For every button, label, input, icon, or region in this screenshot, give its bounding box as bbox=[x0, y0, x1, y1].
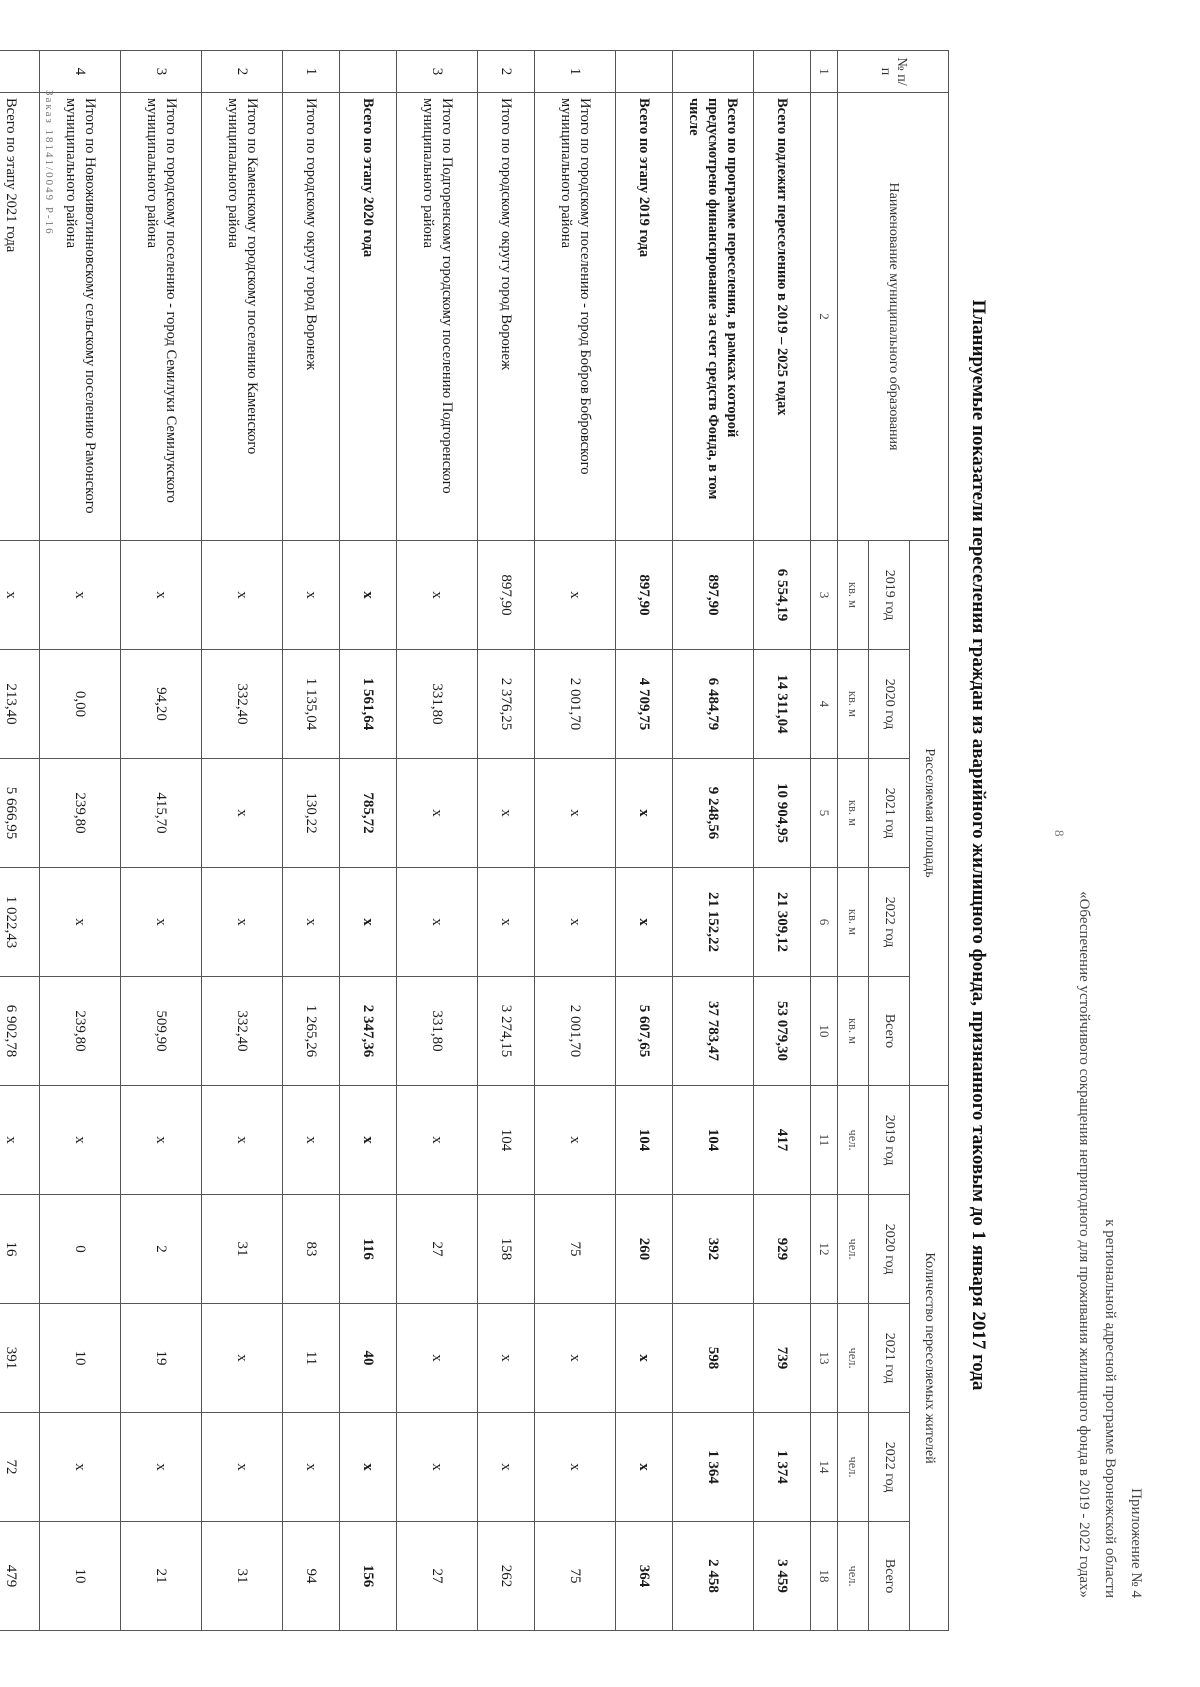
people-cell: 27 bbox=[397, 1195, 478, 1304]
area-cell: 21 309,12 bbox=[754, 868, 811, 977]
col-index: 5 bbox=[811, 759, 838, 868]
area-cell: x bbox=[478, 868, 535, 977]
appendix-line-1: Приложение № 4 bbox=[1128, 1488, 1144, 1598]
area-cell: 94,20 bbox=[121, 650, 202, 759]
unit-area: кв. м bbox=[838, 541, 869, 650]
area-cell: 10 904,95 bbox=[754, 759, 811, 868]
area-cell: 2 347,36 bbox=[340, 977, 397, 1086]
area-cell: 6 902,78 bbox=[0, 977, 40, 1086]
area-cell: 130,22 bbox=[283, 759, 340, 868]
area-cell: 9 248,56 bbox=[673, 759, 754, 868]
area-cell: x bbox=[397, 541, 478, 650]
area-cell: 332,40 bbox=[202, 650, 283, 759]
area-cell: x bbox=[40, 868, 121, 977]
area-cell: x bbox=[397, 759, 478, 868]
area-cell: 213,40 bbox=[0, 650, 40, 759]
people-cell: 598 bbox=[673, 1304, 754, 1413]
area-cell: x bbox=[121, 541, 202, 650]
unit-people: чел. bbox=[838, 1195, 869, 1304]
table-row bbox=[121, 51, 202, 1631]
area-cell: 4 709,75 bbox=[616, 650, 673, 759]
people-cell: 2 458 bbox=[673, 1522, 754, 1631]
area-cell: 897,90 bbox=[478, 541, 535, 650]
area-cell: x bbox=[202, 868, 283, 977]
people-cell: 0 bbox=[40, 1195, 121, 1304]
area-cell: 21 152,22 bbox=[673, 868, 754, 977]
col-index: 12 bbox=[811, 1195, 838, 1304]
row-name: Итого по городскому округу город Воронеж bbox=[478, 93, 535, 541]
people-cell: x bbox=[40, 1086, 121, 1195]
col-index: 11 bbox=[811, 1086, 838, 1195]
row-number: 3 bbox=[397, 51, 478, 93]
people-cell: 75 bbox=[535, 1522, 616, 1631]
unit-people: чел. bbox=[838, 1413, 869, 1522]
area-cell: 2 001,70 bbox=[535, 650, 616, 759]
header-name: Наименование муниципального образования bbox=[838, 93, 949, 541]
appendix-line-3: «Обеспечение устойчивого сокращения непригодного для проживания жилищного фонда в 2019 - 2022 годах» bbox=[1076, 891, 1092, 1598]
header-people-2020: 2020 год bbox=[869, 1195, 910, 1304]
area-cell: 332,40 bbox=[202, 977, 283, 1086]
col-index: 4 bbox=[811, 650, 838, 759]
people-cell: 40 bbox=[340, 1304, 397, 1413]
area-cell: 14 311,04 bbox=[754, 650, 811, 759]
resettlement-table bbox=[0, 50, 949, 1631]
header-people-total: Всего bbox=[869, 1522, 910, 1631]
row-name: Итого по городскому округу город Воронеж bbox=[283, 93, 340, 541]
people-cell: 83 bbox=[283, 1195, 340, 1304]
people-cell: x bbox=[478, 1304, 535, 1413]
people-cell: x bbox=[616, 1304, 673, 1413]
rotated-page bbox=[3, 50, 1167, 1640]
area-cell: 2 376,25 bbox=[478, 650, 535, 759]
row-number bbox=[754, 51, 811, 93]
row-name: Итого по Новоживотинновскому сельскому поселению Рамонского муниципального района bbox=[40, 93, 121, 541]
people-cell: 2 bbox=[121, 1195, 202, 1304]
people-cell: x bbox=[397, 1413, 478, 1522]
people-cell: x bbox=[202, 1413, 283, 1522]
people-cell: x bbox=[616, 1413, 673, 1522]
people-cell: 104 bbox=[478, 1086, 535, 1195]
area-cell: 37 783,47 bbox=[673, 977, 754, 1086]
area-cell: 2 001,70 bbox=[535, 977, 616, 1086]
area-cell: x bbox=[397, 868, 478, 977]
area-cell: x bbox=[340, 541, 397, 650]
stray-mark: 8 bbox=[1052, 830, 1067, 837]
document-title: Планируемые показатели переселения граждан из аварийного жилищного фонда, признанного таковым до 1 января 2017 года bbox=[968, 299, 989, 1391]
area-cell: x bbox=[283, 868, 340, 977]
people-cell: 262 bbox=[478, 1522, 535, 1631]
area-cell: x bbox=[340, 868, 397, 977]
area-cell: 5 607,65 bbox=[616, 977, 673, 1086]
people-cell: 158 bbox=[478, 1195, 535, 1304]
unit-people: чел. bbox=[838, 1304, 869, 1413]
people-cell: x bbox=[40, 1413, 121, 1522]
people-cell: 31 bbox=[202, 1522, 283, 1631]
people-cell: x bbox=[478, 1413, 535, 1522]
col-index: 6 bbox=[811, 868, 838, 977]
unit-area: кв. м bbox=[838, 759, 869, 868]
table-row bbox=[535, 51, 616, 1631]
people-cell: 479 bbox=[0, 1522, 40, 1631]
row-number: 1 bbox=[535, 51, 616, 93]
people-cell: x bbox=[202, 1304, 283, 1413]
people-cell: x bbox=[121, 1413, 202, 1522]
area-cell: 331,80 bbox=[397, 650, 478, 759]
area-cell: x bbox=[478, 759, 535, 868]
row-number: 1 bbox=[283, 51, 340, 93]
header-area-2020: 2020 год bbox=[869, 650, 910, 759]
table-row bbox=[202, 51, 283, 1631]
area-cell: x bbox=[0, 541, 40, 650]
people-cell: 75 bbox=[535, 1195, 616, 1304]
area-cell: 239,80 bbox=[40, 977, 121, 1086]
people-cell: x bbox=[535, 1413, 616, 1522]
table-row bbox=[673, 51, 754, 1631]
area-cell: x bbox=[616, 759, 673, 868]
area-cell: 1 135,04 bbox=[283, 650, 340, 759]
people-cell: x bbox=[397, 1304, 478, 1413]
people-cell: x bbox=[535, 1086, 616, 1195]
people-cell: 94 bbox=[283, 1522, 340, 1631]
table-row bbox=[754, 51, 811, 1631]
people-cell: x bbox=[397, 1086, 478, 1195]
people-cell: x bbox=[340, 1413, 397, 1522]
people-cell: x bbox=[535, 1304, 616, 1413]
people-cell: 10 bbox=[40, 1304, 121, 1413]
area-cell: x bbox=[283, 541, 340, 650]
area-cell: x bbox=[121, 868, 202, 977]
table-body bbox=[0, 51, 811, 1631]
table-row bbox=[397, 51, 478, 1631]
col-index: 10 bbox=[811, 977, 838, 1086]
unit-area: кв. м bbox=[838, 868, 869, 977]
people-cell: 1 374 bbox=[754, 1413, 811, 1522]
people-cell: x bbox=[0, 1086, 40, 1195]
people-cell: 417 bbox=[754, 1086, 811, 1195]
people-cell: 31 bbox=[202, 1195, 283, 1304]
table-row bbox=[478, 51, 535, 1631]
row-number bbox=[673, 51, 754, 93]
row-number: 2 bbox=[202, 51, 283, 93]
area-cell: x bbox=[202, 541, 283, 650]
area-cell: 1 265,26 bbox=[283, 977, 340, 1086]
people-cell: 21 bbox=[121, 1522, 202, 1631]
area-cell: 509,90 bbox=[121, 977, 202, 1086]
people-cell: 16 bbox=[0, 1195, 40, 1304]
row-number bbox=[340, 51, 397, 93]
row-name: Всего по этапу 2021 года bbox=[0, 93, 40, 541]
row-number bbox=[616, 51, 673, 93]
people-cell: 391 bbox=[0, 1304, 40, 1413]
col-index: 3 bbox=[811, 541, 838, 650]
header-area-total: Всего bbox=[869, 977, 910, 1086]
people-cell: 116 bbox=[340, 1195, 397, 1304]
unit-area: кв. м bbox=[838, 650, 869, 759]
people-cell: x bbox=[121, 1086, 202, 1195]
row-name: Всего по этапу 2020 года bbox=[340, 93, 397, 541]
people-cell: x bbox=[202, 1086, 283, 1195]
appendix-header bbox=[1071, 891, 1149, 1598]
table-row bbox=[283, 51, 340, 1631]
header-area-2022: 2022 год bbox=[869, 868, 910, 977]
people-cell: 72 bbox=[0, 1413, 40, 1522]
area-cell: 5 666,95 bbox=[0, 759, 40, 868]
table-row bbox=[616, 51, 673, 1631]
people-cell: 11 bbox=[283, 1304, 340, 1413]
people-cell: 3 459 bbox=[754, 1522, 811, 1631]
area-cell: x bbox=[535, 541, 616, 650]
people-cell: 364 bbox=[616, 1522, 673, 1631]
people-cell: 10 bbox=[40, 1522, 121, 1631]
row-name: Итого по Каменскому городскому поселению Каменского муниципального района bbox=[202, 93, 283, 541]
col-index: 14 bbox=[811, 1413, 838, 1522]
header-people-2021: 2021 год bbox=[869, 1304, 910, 1413]
row-number: 3 bbox=[121, 51, 202, 93]
header-people-2022: 2022 год bbox=[869, 1413, 910, 1522]
area-cell: 415,70 bbox=[121, 759, 202, 868]
unit-area: кв. м bbox=[838, 977, 869, 1086]
people-cell: 392 bbox=[673, 1195, 754, 1304]
people-cell: x bbox=[340, 1086, 397, 1195]
people-cell: 1 364 bbox=[673, 1413, 754, 1522]
table-row bbox=[40, 51, 121, 1631]
header-row-index bbox=[811, 51, 838, 1631]
print-footer: Заказ 18141/0049 Р-16 bbox=[43, 90, 55, 236]
people-cell: 156 bbox=[340, 1522, 397, 1631]
people-cell: 19 bbox=[121, 1304, 202, 1413]
table-row bbox=[340, 51, 397, 1631]
header-num: № п/п bbox=[838, 51, 949, 93]
unit-people: чел. bbox=[838, 1522, 869, 1631]
area-cell: x bbox=[616, 868, 673, 977]
area-cell: x bbox=[40, 541, 121, 650]
people-cell: 27 bbox=[397, 1522, 478, 1631]
col-index: 1 bbox=[811, 51, 838, 93]
col-index: 13 bbox=[811, 1304, 838, 1413]
area-cell: 6 484,79 bbox=[673, 650, 754, 759]
row-name: Итого по городскому поселению - город Семилуки Семилукского муниципального района bbox=[121, 93, 202, 541]
col-index: 18 bbox=[811, 1522, 838, 1631]
area-cell: 785,72 bbox=[340, 759, 397, 868]
area-cell: x bbox=[202, 759, 283, 868]
people-cell: 929 bbox=[754, 1195, 811, 1304]
row-name: Всего по программе переселения, в рамках которой предусмотрено финансирование за счет средств Фонда, в том числе bbox=[673, 93, 754, 541]
header-people-2019: 2019 год bbox=[869, 1086, 910, 1195]
col-index: 2 bbox=[811, 93, 838, 541]
header-area-group: Расселяемая площадь bbox=[910, 541, 949, 1086]
area-cell: 6 554,19 bbox=[754, 541, 811, 650]
people-cell: 104 bbox=[673, 1086, 754, 1195]
area-cell: 53 079,30 bbox=[754, 977, 811, 1086]
header-people-group: Количество переселяемых жителей bbox=[910, 1086, 949, 1631]
area-cell: 1 561,64 bbox=[340, 650, 397, 759]
people-cell: 739 bbox=[754, 1304, 811, 1413]
area-cell: 1 022,43 bbox=[0, 868, 40, 977]
appendix-line-2: к региональной адресной программе Воронежской области bbox=[1102, 1219, 1118, 1598]
area-cell: 3 274,15 bbox=[478, 977, 535, 1086]
row-number: 4 bbox=[40, 51, 121, 93]
area-cell: 0,00 bbox=[40, 650, 121, 759]
row-name: Итого по Подгоренскому городскому поселению Подгоренского муниципального района bbox=[397, 93, 478, 541]
header-area-2021: 2021 год bbox=[869, 759, 910, 868]
area-cell: 239,80 bbox=[40, 759, 121, 868]
area-cell: 897,90 bbox=[616, 541, 673, 650]
row-name: Всего по этапу 2019 года bbox=[616, 93, 673, 541]
table-row bbox=[0, 51, 40, 1631]
people-cell: 260 bbox=[616, 1195, 673, 1304]
area-cell: x bbox=[535, 868, 616, 977]
area-cell: 331,80 bbox=[397, 977, 478, 1086]
area-cell: x bbox=[535, 759, 616, 868]
row-number: 2 bbox=[478, 51, 535, 93]
row-number bbox=[0, 51, 40, 93]
people-cell: x bbox=[283, 1413, 340, 1522]
row-name: Итого по городскому поселению - город Бобров Бобровского муниципального района bbox=[535, 93, 616, 541]
area-cell: 897,90 bbox=[673, 541, 754, 650]
unit-people: чел. bbox=[838, 1086, 869, 1195]
people-cell: x bbox=[283, 1086, 340, 1195]
header-area-2019: 2019 год bbox=[869, 541, 910, 650]
header-row-groups bbox=[910, 51, 949, 1631]
people-cell: 104 bbox=[616, 1086, 673, 1195]
row-name: Всего подлежит переселению в 2019 – 2025 годах bbox=[754, 93, 811, 541]
